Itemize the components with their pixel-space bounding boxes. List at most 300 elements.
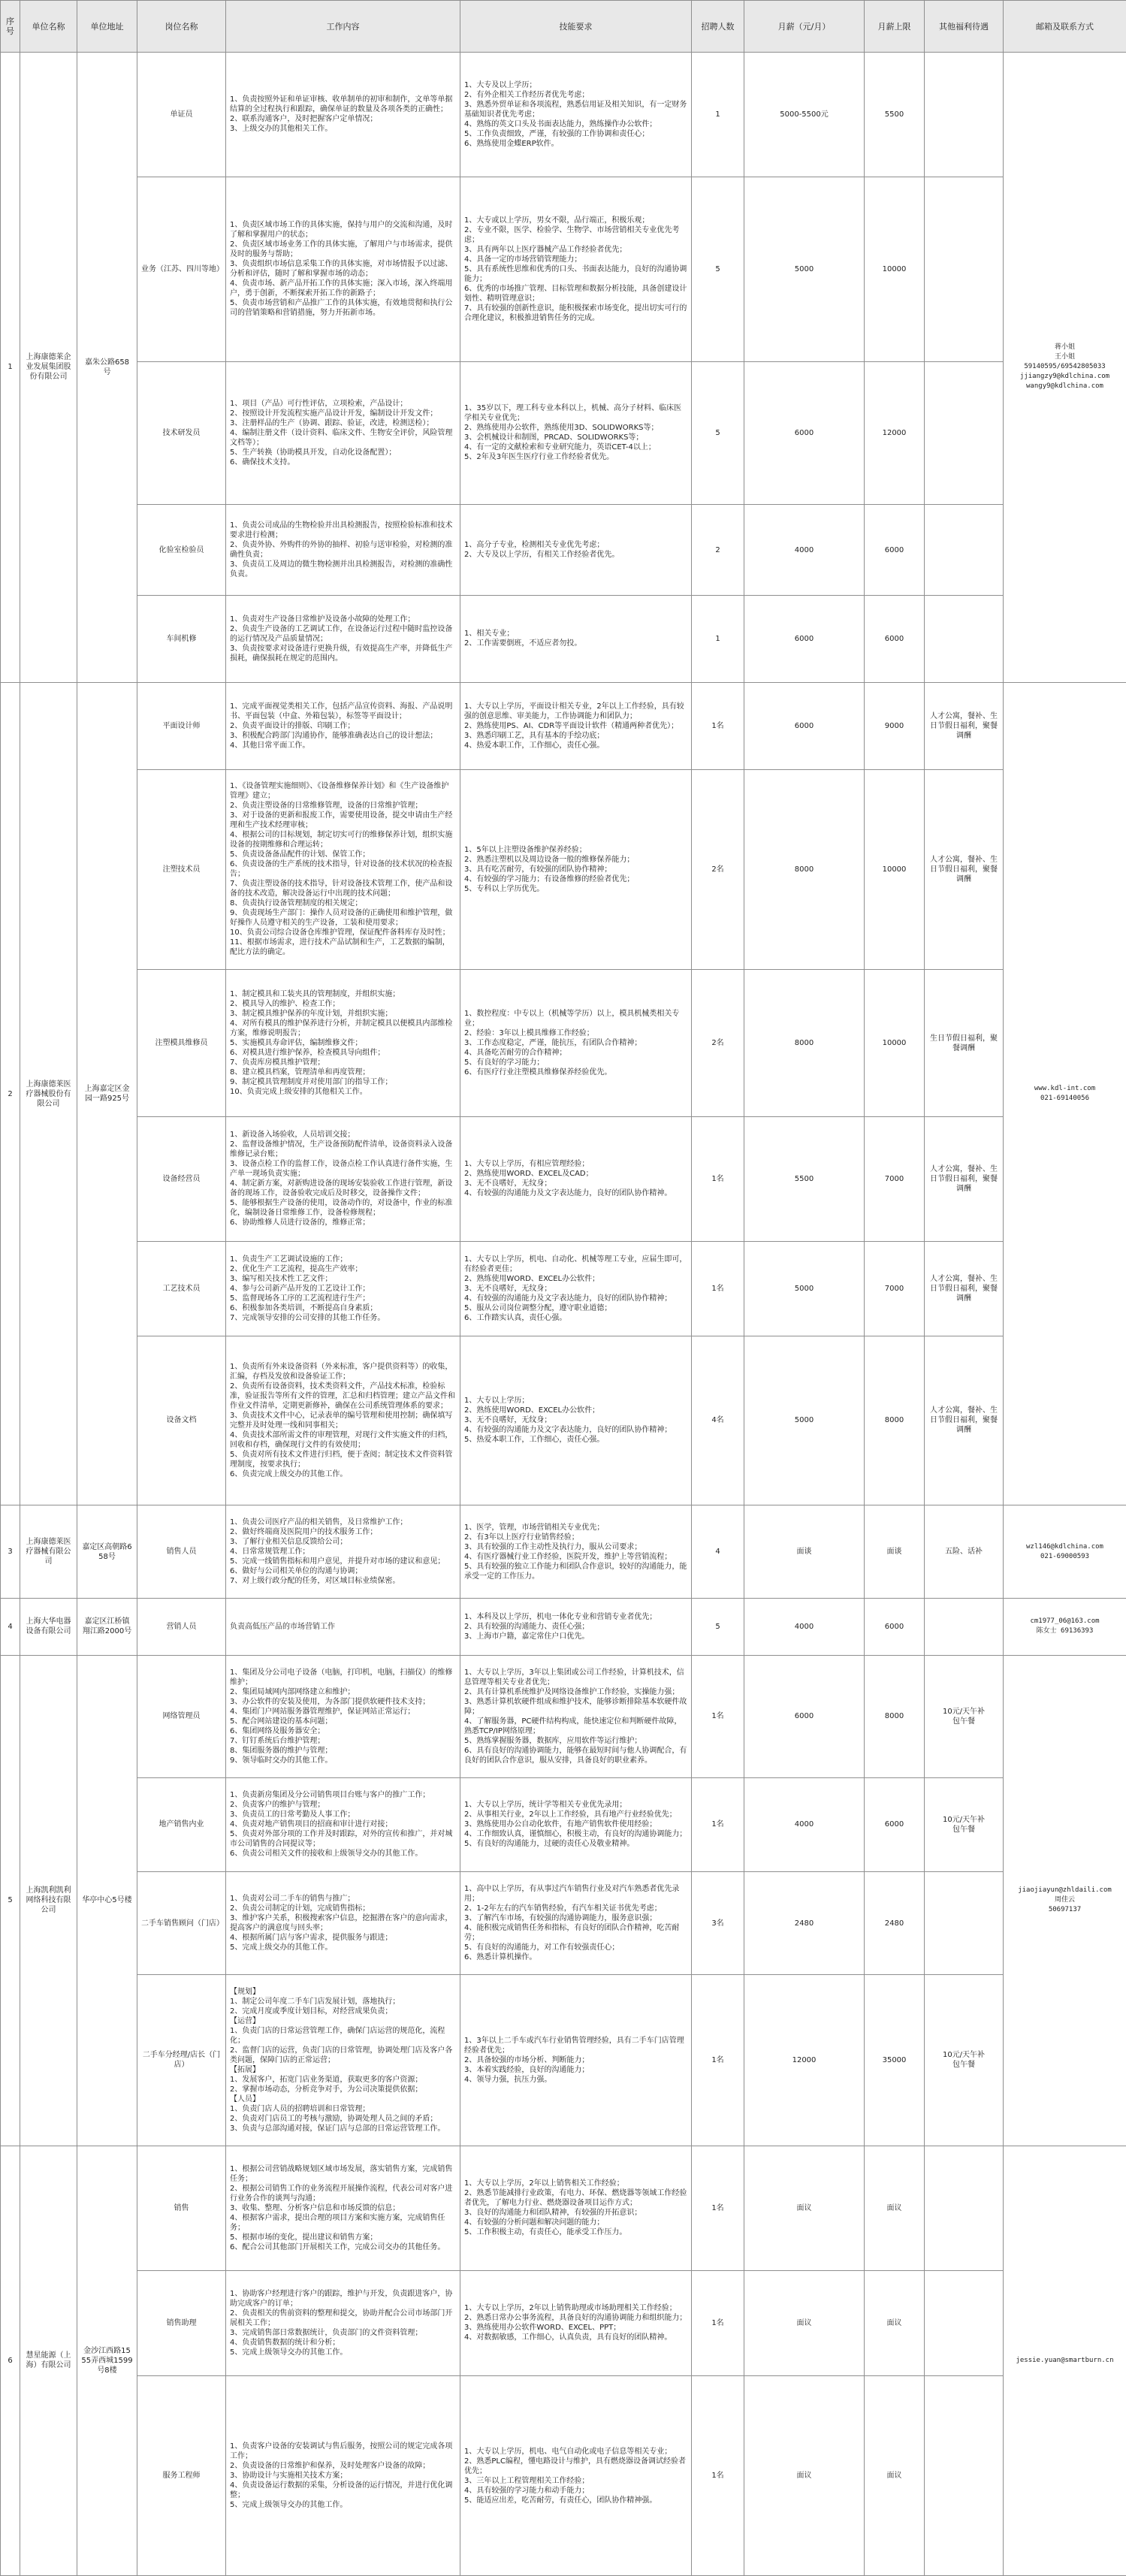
job-salary: 5500 — [744, 1117, 865, 1242]
job-salary: 8000 — [744, 970, 865, 1117]
job-title: 化验室检验员 — [137, 505, 226, 596]
job-skills-line: 1、本科及以上学历，机电一体化专业和营销专业者优先； — [464, 1612, 657, 1621]
job-title: 营销人员 — [137, 1599, 226, 1656]
job-skills-line: 4、工作细致认真，谨慎细心，积极主动，有良好的沟通协调能力； — [464, 1830, 687, 1839]
job-count: 1 — [692, 596, 744, 683]
job-salary: 面议 — [744, 2146, 865, 2270]
table-row — [1, 1975, 1126, 2146]
company-number: 4 — [1, 1599, 20, 1656]
job-duties-line: 2、负责注塑设备的日常维修管理，设备的日常维护管理； — [230, 802, 423, 811]
job-salary-max: 面谈 — [865, 1505, 925, 1599]
job-skills-line: 2、熟悉日常办公事务流程，具备良好的沟通协调能力和组织能力； — [464, 2314, 687, 2323]
job-count: 1名 — [692, 1241, 744, 1336]
job-duties-line: 3、上级交办的其他相关工作。 — [230, 125, 333, 134]
job-title: 销售人员 — [137, 1505, 226, 1599]
job-benefits — [925, 2146, 1004, 2270]
job-duties-line: 2、负责相关的售前资料的整理和提交，协助并配合公司市场部门开展相关工作； — [230, 2309, 453, 2327]
job-duties-line: 5、生产转换（协助模具开发，自动化设备配置）； — [230, 448, 397, 457]
job-duties-line: 1、根据公司营销战略规划区域市场发展，落实销售方案，完成销售任务； — [230, 2164, 453, 2183]
job-duties — [226, 1505, 460, 1599]
job-salary: 5000 — [744, 1336, 865, 1505]
job-duties-line: 1、负责按照外证和单证审核、收单制单的初审和制作，文单等单据结算的全过程执行和跟踪，确保单证的数量及各项各类的正确性； — [230, 95, 453, 114]
job-duties — [226, 1777, 460, 1872]
header-cell: 单位名称 — [20, 1, 77, 53]
job-duties-line: 7、负责注塑设备的技术指导，针对设备技术管理工作，使产品和设备的技术改造，解决设备运行中出现的技术问题； — [230, 880, 453, 898]
job-skills-line: 2、经验：3年以上模具维修工作经验； — [464, 1029, 594, 1038]
job-skills-line: 1、大专及以上学历； — [464, 80, 537, 89]
job-count: 2名 — [692, 769, 744, 970]
job-duties-line: 3、对于设备的更新和报废工作，需要使用设备，提交申请由生产经理和生产技术经理审核； — [230, 811, 453, 830]
job-skills-line: 1、大专以上学历，平面设计相关专业，2年以上工作经验，具有较强的创意思维、审美能力，工作协调能力和团队力； — [464, 702, 684, 720]
job-duties-line: 8、建立模具档案，管理清单和再度管理； — [230, 1068, 370, 1077]
company-address: 嘉定区高朝路658号 — [77, 1505, 137, 1599]
job-skills-line: 3、本着实践经验，良好的沟通能力； — [464, 2065, 590, 2074]
job-skills-line: 4、了解服务器，PC硬件结构构成，能快速定位和判断硬件故障，熟悉TCP/IP网络原理； — [464, 1717, 682, 1735]
job-skills-line: 5、专科以上学历优先。 — [464, 884, 545, 893]
job-skills-line: 3、三年以上工程管理相关工作经验； — [464, 2476, 590, 2485]
job-duties-line: 5、监督现场各工序的工艺流程进行生产； — [230, 1294, 370, 1303]
job-skills-line: 4、具备一定的市场营销管理能力； — [464, 255, 582, 264]
job-duties-line: 5、完成上级交办的其他工作。 — [230, 1943, 333, 1952]
job-salary: 5000-5500元 — [744, 53, 865, 177]
job-duties-line: 【人员】 — [230, 2094, 260, 2103]
job-duties-line: 1、项目（产品）可行性评估，立项检索，产品设计； — [230, 399, 408, 408]
header-cell: 邮箱及联系方式 — [1004, 1, 1126, 53]
job-count: 1名 — [692, 2376, 744, 2576]
job-count: 4 — [692, 1505, 744, 1599]
job-count: 1名 — [692, 2270, 744, 2376]
job-duties-line: 1、负责对公司二手车的销售与推广； — [230, 1895, 355, 1904]
table-row — [1, 2376, 1126, 2576]
job-skills-line: 4、熟练的英文口头及书面表达能力，熟练操作办公软件； — [464, 119, 657, 128]
job-duties-line: 8、负责执行设备管理制度的相关规定； — [230, 899, 363, 908]
job-duties-line: 8、集团服务器的维护与管理； — [230, 1746, 333, 1755]
job-duties-line: 1、发展客户，拓宽门店业务渠道，获取更多的客户资源； — [230, 2075, 423, 2084]
job-skills-line: 2、熟悉PLC编程，懂电路设计与维护，具有燃烧器设备调试经验者优先； — [464, 2457, 686, 2475]
job-benefits — [925, 1872, 1004, 1975]
job-benefits — [925, 177, 1004, 361]
job-skills-line: 2、熟练使用WORD、EXCEL办公软件； — [464, 1406, 600, 1415]
job-skills-line: 2、具有较强的沟通能力、责任心强； — [464, 1622, 590, 1631]
job-skills-line: 1、数控程度：中专以上（机械等学历）以上，模具机械类相关专业； — [464, 1010, 680, 1028]
job-duties-line: 6、确保技术支持。 — [230, 458, 295, 467]
job-skills-line: 1、3年以上二手车或汽车行业销售管理经验，具有二手车门店管理经验者优先； — [464, 2036, 684, 2055]
job-salary-max: 6000 — [865, 596, 925, 683]
job-skills — [460, 2376, 692, 2576]
table-row — [1, 1599, 1126, 1656]
job-skills — [460, 505, 692, 596]
job-skills-line: 4、能积极完成销售任务和指标，有良好的团队合作精神，吃苦耐劳； — [464, 1924, 680, 1943]
job-duties-line: 1、新设备入场验收，人员培训交接； — [230, 1131, 355, 1140]
job-duties-line: 2、监督门店的运营，负责门店的日常管理，协调处理门店及客户各类问题，保障门店的正常运营； — [230, 2046, 453, 2064]
job-duties-line: 2、优化生产工艺流程，提高生产效率； — [230, 1264, 363, 1273]
job-duties — [226, 2146, 460, 2270]
job-duties-line: 1、制定模具和工装夹具的管理制度，并组织实施； — [230, 990, 400, 999]
job-skills-line: 1、大专以上学历，机电、自动化、机械等理工专业，应届生即可，有经验者更佳； — [464, 1255, 687, 1273]
job-salary-max: 10000 — [865, 769, 925, 970]
job-duties — [226, 2376, 460, 2576]
job-skills-line: 2、工作需要倒班，不适应者勿投。 — [464, 639, 582, 648]
job-title: 单证员 — [137, 53, 226, 177]
job-benefits — [925, 361, 1004, 505]
job-salary: 面谈 — [744, 1505, 865, 1599]
table-row — [1, 970, 1126, 1117]
company-name: 上海康德莱医疗器械股份有限公司 — [20, 682, 77, 1505]
job-skills-line: 1、相关专业； — [464, 630, 515, 639]
job-skills-line: 4、有较强的学习能力；有设备维修的经验者优先； — [464, 874, 635, 883]
job-duties-line: 1、制定公司年度二手车门店发展计划，落地执行； — [230, 1997, 400, 2006]
company-name: 上海康德莱企业发展集团股份有限公司 — [20, 53, 77, 683]
job-duties-line: 2、负责外协、外购件的外协的抽样、初验与送审检验，对检测的准确性负责； — [230, 541, 453, 560]
company-number: 3 — [1, 1505, 20, 1599]
job-skills-line: 4、有较强的分析问题和解决问题的能力； — [464, 2218, 605, 2227]
job-title: 设备文档 — [137, 1336, 226, 1505]
table-row — [1, 1505, 1126, 1599]
job-skills-line: 1、医学，管理，市场营销相关专业优先； — [464, 1523, 605, 1532]
job-duties-line: 2、负责对门店员工的考核与激励，协调处理人员之间的矛盾； — [230, 2114, 438, 2123]
job-duties — [226, 53, 460, 177]
job-skills-line: 1、大专以上学历，统计学等相关专业优先录用； — [464, 1801, 627, 1810]
job-duties-line: 5、完成一线销售指标和用户意见，并提升对市场的建议和意见； — [230, 1557, 445, 1566]
job-duties-line: 9、制定模具管理制度并对使用部门的指导工作； — [230, 1078, 393, 1087]
job-duties-line: 3、负责按要求对设备进行更换升级，有效提高生产率，并降低生产损耗，确保损耗在规定的范围内。 — [230, 644, 453, 663]
table-row — [1, 596, 1126, 683]
company-address: 嘉定区江桥镇翔江路2000号 — [77, 1599, 137, 1656]
job-skills-line: 1、大专以上学历； — [464, 1397, 530, 1406]
job-duties-line: 2、按照设计开发流程实施产品设计开发，编制设计开发文件； — [230, 409, 438, 418]
job-skills-line: 6、熟悉计算机操作。 — [464, 1953, 537, 1962]
job-skills-line: 6、熟练使用金蝶ERP软件。 — [464, 139, 559, 148]
company-name: 上海大华电器设备有限公司 — [20, 1599, 77, 1656]
job-skills-line: 5、能适应出差，吃苦耐劳，有责任心，团队协作精神强。 — [464, 2496, 657, 2505]
header-cell: 岗位名称 — [137, 1, 226, 53]
company-contact: jiaojiayun@zhldaili.com 周佳云 50697137 — [1004, 1655, 1126, 2146]
job-salary: 4000 — [744, 505, 865, 596]
job-skills-line: 2、具备较强的市场分析、判断能力； — [464, 2055, 590, 2064]
job-salary-max: 8000 — [865, 1655, 925, 1777]
job-duties-line: 2、负责平面设计的排版、印刷工作； — [230, 721, 355, 730]
job-duties-line: 3、负责技术文件中心，记录表单的编号管理和使用控制；确保填写完整并及时处理一线和同事相关； — [230, 1411, 453, 1430]
job-duties-line: 5、能够根据生产设备的使用，设备动作的，对设备中，作业的标准化，编制设备日常维修工作，设备检修规程； — [230, 1199, 453, 1218]
company-address: 金沙江西路1555弄西城1599号8楼 — [77, 2146, 137, 2575]
job-benefits: 10元/天午补 包午餐 — [925, 1975, 1004, 2146]
job-skills-line: 4、有较强的沟通能力及文字表达能力，良好的团队协作精神。 — [464, 1189, 672, 1198]
job-duties-line: 2、集团局域网内部网络建立和维护； — [230, 1687, 355, 1696]
job-salary: 面议 — [744, 2270, 865, 2376]
job-duties-line: 3、办公软件的安装及使用，为各部门提供软硬件技术支持； — [230, 1697, 430, 1706]
job-duties-line: 4、负责技术部所需文件的审理管理，对现行文件实施文件的归档，回收和存档，确保现行文件的有效使用； — [230, 1430, 453, 1449]
job-duties-line: 1、负责门店的日常运营管理工作，确保门店运营的规范化，流程化； — [230, 2026, 445, 2045]
job-duties-line: 2、完成月度或季度计划目标，对经营成果负责； — [230, 2007, 393, 2016]
job-benefits — [925, 2376, 1004, 2576]
job-skills-line: 6、有医疗行业注塑模具维修保养经验优先。 — [464, 1068, 612, 1077]
header-cell: 单位地址 — [77, 1, 137, 53]
job-duties-line: 10、负责公司综合设备仓库维护管理，保证配件备料库存及时性； — [230, 929, 450, 938]
job-salary: 12000 — [744, 1975, 865, 2146]
job-duties — [226, 682, 460, 769]
job-duties-line: 3、编写相关技术性工艺文件； — [230, 1274, 333, 1283]
job-skills-line: 7、具有较强的创新性意识，能积极探索市场变化，提出切实可行的合理化建议，积极推进销售任务的完成。 — [464, 304, 687, 322]
job-duties-line: 7、完成领导安排的公司安排的其他工作任务。 — [230, 1313, 385, 1322]
job-benefits: 10元/天午补 包午餐 — [925, 1655, 1004, 1777]
job-skills-line: 5、2年及3年医生医疗行业工作经验者优先。 — [464, 453, 614, 462]
job-duties-line: 4、负责对地产销售项目的招商和审计进行对接； — [230, 1820, 393, 1829]
job-count: 1名 — [692, 682, 744, 769]
job-duties-line: 2、根据公司销售工作的业务流程开展操作流程，代表公司对客户进行业务合作的谈判与沟通； — [230, 2184, 453, 2203]
job-title: 技术研发员 — [137, 361, 226, 505]
company-contact: 蒋小姐 王小姐 59140595/69542805033 jjiangzy9@kdlchina.com wangy9@kdlchina.com — [1004, 53, 1126, 683]
table-row — [1, 2146, 1126, 2270]
job-skills — [460, 2270, 692, 2376]
job-skills-line: 3、熟练使用办公自动化软件，有地产销售软件使用经验； — [464, 1820, 657, 1829]
job-duties-line: 4、编制注册文件（设计资料、临床文件、生物安全评价，风险管理文档等）； — [230, 428, 453, 447]
job-duties-line: 4、集团门户网站服务器管理维护，保证网站正常运行； — [230, 1707, 415, 1716]
job-benefits: 人才公寓，餐补、生日节假日福利，聚餐调酬 — [925, 769, 1004, 970]
job-duties-line: 4、负责销售数据的统计和分析； — [230, 2338, 340, 2347]
job-title: 二手车销售顾问（门店） — [137, 1872, 226, 1975]
job-skills-line: 2、熟练使用PS、AI、CDR等平面设计软件（精通两种者优先）； — [464, 721, 679, 730]
job-skills-line: 3、上海市户籍，嘉定常住户口优先。 — [464, 1632, 590, 1641]
job-salary: 面议 — [744, 2376, 865, 2576]
job-skills-line: 3、无不良嗜好，无纹身； — [464, 1179, 552, 1188]
job-duties-line: 2、负责客户的维护与管理； — [230, 1801, 325, 1810]
job-skills-line: 4、有较强的沟通能力及文字表达能力，良好的团队协作精神； — [464, 1426, 672, 1435]
job-skills-line: 5、服从公司岗位调整分配，遵守职业道德； — [464, 1303, 612, 1312]
job-skills-line: 3、熟悉计算机软硬件组成和维护技术，能够诊断排除基本软硬件故障； — [464, 1697, 687, 1716]
job-duties-line: 1、负责新房集团及分公司销售项目台账与客户的推广工作； — [230, 1791, 430, 1800]
job-skills-line: 3、熟悉印刷工艺，具有基本的手绘功底； — [464, 731, 605, 740]
job-count: 5 — [692, 177, 744, 361]
job-benefits — [925, 1599, 1004, 1656]
header-cell: 其他福利待遇 — [925, 1, 1004, 53]
job-duties-line: 4、根据所属门店与客户需求，提供服务与跟进； — [230, 1934, 393, 1943]
job-skills-line: 1、35岁以下，理工科专业本科以上，机械、高分子材料、临床医学相关专业优先； — [464, 404, 682, 423]
header-cell: 序号 — [1, 1, 20, 53]
job-duties — [226, 1241, 460, 1336]
job-skills-line: 2、专业不限，医学、检验学、生物学、市场营销相关专业优先考虑； — [464, 225, 680, 244]
job-title: 注塑技术员 — [137, 769, 226, 970]
job-skills-line: 3、工作态度稳定，严谨，能抗压，有团队合作精神； — [464, 1039, 642, 1048]
job-duties-line: 7、钉钉系统后台维护管理； — [230, 1736, 325, 1745]
job-salary-max: 12000 — [865, 361, 925, 505]
job-skills — [460, 1872, 692, 1975]
job-title: 网络管理员 — [137, 1655, 226, 1777]
job-title: 注塑模具维修员 — [137, 970, 226, 1117]
header-row — [1, 1, 1126, 53]
job-salary-max: 7000 — [865, 1241, 925, 1336]
job-skills-line: 6、优秀的市场推广管理、目标管理和数据分析技能，具备创建设计划性、精明管理意识； — [464, 284, 687, 303]
job-benefits: 人才公寓，餐补、生日节假日福利，聚餐调酬 — [925, 682, 1004, 769]
job-skills-line: 1、大专以上学历，机电、电气自动化或电子信息等相关专业； — [464, 2447, 672, 2456]
job-duties-line: 5、完成上级领导交办的其他工作。 — [230, 2348, 348, 2357]
job-skills-line: 5、有良好的沟通能力，对工作有较强责任心； — [464, 1943, 620, 1952]
job-skills-line: 3、会机械设计和制图，PRCAD、SOLIDWORKS等； — [464, 433, 644, 442]
job-skills-line: 1、大专以上学历，2年以上销售助理或市场助理相关工作经验； — [464, 2304, 677, 2313]
table-row — [1, 1241, 1126, 1336]
job-salary-max: 5500 — [865, 53, 925, 177]
job-duties — [226, 1975, 460, 2146]
header-cell: 工作内容 — [226, 1, 460, 53]
table-row — [1, 1872, 1126, 1975]
job-skills-line: 3、具有吃苦耐劳，有较强的团队协作精神； — [464, 865, 612, 874]
job-skills-line: 1、大专或以上学历，男女不限，品行端正，积极乐观； — [464, 216, 650, 225]
job-duties-line: 5、配合网站建设的基本问题； — [230, 1717, 333, 1726]
job-count: 5 — [692, 1599, 744, 1656]
job-duties-line: 1、负责门店人员的招聘培训和日常管理； — [230, 2104, 370, 2113]
job-skills-line: 3、熟练使用办公软件WORD、EXCEL、PPT； — [464, 2324, 621, 2333]
job-duties — [226, 177, 460, 361]
job-skills-line: 1、高中以上学历，有从事过汽车销售行业及对汽车熟悉者优先录用； — [464, 1885, 680, 1904]
job-benefits: 人才公寓，餐补、生日节假日福利，聚餐调酬 — [925, 1241, 1004, 1336]
job-benefits — [925, 505, 1004, 596]
job-salary-max: 7000 — [865, 1117, 925, 1242]
job-duties-line: 2、模具导入的维护、检查工作； — [230, 1000, 340, 1009]
job-title: 设备经营员 — [137, 1117, 226, 1242]
job-duties-line: 1、集团及分公司电子设备（电脑，打印机，电脑，扫描仪）的维修维护； — [230, 1668, 453, 1687]
job-duties-line: 5、完成上级领导交办的其他工作。 — [230, 2501, 348, 2510]
job-duties-line: 【拓展】 — [230, 2065, 260, 2074]
job-skills-line: 4、热爱本职工作，工作细心，责任心强。 — [464, 741, 605, 750]
job-duties-line: 3、维护客户关系，积极搜索客户信息，挖掘潜在客户的意向需求，提高客户的满意度与回头率； — [230, 1914, 453, 1933]
job-salary-max: 2480 — [865, 1872, 925, 1975]
job-salary: 4000 — [744, 1599, 865, 1656]
table-row — [1, 769, 1126, 970]
company-contact: wzl146@kdlchina.com 021-69000593 — [1004, 1505, 1126, 1599]
table-row — [1, 505, 1126, 596]
table-row — [1, 1777, 1126, 1872]
job-title: 平面设计师 — [137, 682, 226, 769]
job-duties-line: 4、对所有模具的维护保养进行分析，并制定模具以便模具内部维检方案，维修说明报告； — [230, 1019, 453, 1038]
job-salary: 5000 — [744, 177, 865, 361]
job-duties-line: 6、协助维修人员进行设备的，维修正常； — [230, 1219, 370, 1228]
job-skills-line: 2、熟悉注塑机以及周边设备一般的维修保养能力； — [464, 855, 635, 864]
company-contact: cm1977_06@163.com 陈女士 69136393 — [1004, 1599, 1126, 1656]
company-contact: www.kdl-int.com 021-69140056 — [1004, 682, 1126, 1505]
job-skills-line: 6、具有良好的沟通协调能力，能够在最短时间与他人协调配合，有良好的团队合作意识，服从安排，具备良好的职业素养。 — [464, 1746, 687, 1765]
job-salary-max: 6000 — [865, 1599, 925, 1656]
job-skills-line: 2、具有计算机系统维护及网络设备维护工作经验，实操能力强； — [464, 1687, 680, 1696]
job-salary-max: 8000 — [865, 1336, 925, 1505]
job-duties-line: 6、负责公司相关文件的接收和上级领导交办的其他工作。 — [230, 1850, 423, 1859]
job-salary: 5000 — [744, 1241, 865, 1336]
job-skills-line: 1、大专以上学历，有相应管理经验； — [464, 1160, 590, 1169]
job-salary: 8000 — [744, 769, 865, 970]
job-skills-line: 4、具有较强的学习能力和动手能力； — [464, 2486, 590, 2495]
job-salary-max: 6000 — [865, 505, 925, 596]
job-duties-line: 5、实施模具寿命评估，编制维修文件； — [230, 1039, 363, 1048]
job-skills-line: 5、熟练掌握服务器，数据库，应用软件等运行维护； — [464, 1736, 642, 1745]
job-salary-max: 面议 — [865, 2146, 925, 2270]
job-skills-line: 1、5年以上注塑设备维护保养经验； — [464, 845, 587, 854]
job-title: 地产销售内业 — [137, 1777, 226, 1872]
job-count: 2 — [692, 505, 744, 596]
job-duties-line: 3、负责员工的日常考勤及人事工作； — [230, 1810, 355, 1820]
job-skills — [460, 682, 692, 769]
job-duties-line: 2、负责公司制定的计划，完成销售指标； — [230, 1904, 370, 1913]
company-number: 2 — [1, 682, 20, 1505]
job-duties-line: 负责高低压产品的市场营销工作 — [230, 1622, 335, 1631]
job-duties-line: 3、设备点检工作的监督工作，设备点检工作认真进行备件实施，生产单一现场负责实施； — [230, 1160, 453, 1179]
job-benefits — [925, 2270, 1004, 2376]
job-duties-line: 3、完成销售部日常数据统计，负责部门的文件资料管理； — [230, 2328, 423, 2337]
job-duties — [226, 1599, 460, 1656]
job-count: 1名 — [692, 1975, 744, 2146]
job-skills-line: 3、熟悉外贸单证和各项流程，熟悉信用证及相关知识，有一定财务基础知识者优先考虑； — [464, 100, 687, 119]
job-duties-line: 2、联系沟通客户，及时把握客户定单情况； — [230, 115, 378, 124]
job-duties-line: 9、领导临时交办的其他工作。 — [230, 1756, 333, 1765]
job-count: 1 — [692, 53, 744, 177]
job-skills — [460, 769, 692, 970]
job-duties-line: 2、负责生产设备的工艺调试工作，在设备运行过程中随时监控设备的运行情况及产品质量情况； — [230, 624, 453, 643]
job-salary: 6000 — [744, 682, 865, 769]
table-row — [1, 177, 1126, 361]
job-duties-line: 6、配合公司其他部门开展相关工作，完成公司交办的其他任务。 — [230, 2242, 445, 2251]
job-skills-line: 1、高分子专业，检测相关专业优先考虑； — [464, 541, 605, 550]
job-skills-line: 5、工作积极主动，有责任心，能承受工作压力。 — [464, 2228, 627, 2237]
job-count: 2名 — [692, 970, 744, 1117]
job-duties-line: 3、制定模具维护保养的年度计划，并组织实施； — [230, 1010, 393, 1019]
job-skills — [460, 970, 692, 1117]
job-duties-line: 10、负责完成上级安排的其他相关工作。 — [230, 1088, 367, 1097]
job-skills — [460, 1599, 692, 1656]
job-duties-line: 5、负责市场营销和产品推广工作的具体实施，有效地贯彻和执行公司的营销策略和营销措施，努力开拓新市场。 — [230, 299, 453, 318]
job-duties-line: 11、根据市场需求，进行技术产品试制和生产，工艺数据的编制，配比方法的确定。 — [230, 938, 450, 957]
job-salary-max: 35000 — [865, 1975, 925, 2146]
job-skills-line: 4、有一定的文献检索和专业研究能力，英语CET-4以上； — [464, 443, 656, 452]
job-benefits: 10元/天午补 包午餐 — [925, 1777, 1004, 1872]
table-row — [1, 682, 1126, 769]
table-row — [1, 1336, 1126, 1505]
job-skills-line: 5、热爱本职工作，工作细心，责任心强。 — [464, 1436, 605, 1445]
company-address: 嘉朱公路658号 — [77, 53, 137, 683]
job-duties-line: 6、负责完成上级交办的其他工作。 — [230, 1469, 348, 1478]
job-skills-line: 5、工作负责细致，严谨，有较强的工作协调和责任心； — [464, 129, 650, 138]
job-salary: 6000 — [744, 1655, 865, 1777]
job-skills — [460, 177, 692, 361]
company-address: 上海嘉定区金园一路925号 — [77, 682, 137, 1505]
job-duties-line: 5、根据市场的变化，提出建议和销售方案； — [230, 2233, 378, 2242]
job-duties-line: 1、负责对生产设备日常维护及设备小故障的处理工作； — [230, 615, 415, 624]
job-skills-line: 3、无不良嗜好，无纹身； — [464, 1284, 552, 1293]
job-skills — [460, 1336, 692, 1505]
company-name: 上海康德莱医疗器械有限公司 — [20, 1505, 77, 1599]
job-duties-line: 【运营】 — [230, 2016, 260, 2025]
table-row — [1, 53, 1126, 177]
job-count: 1名 — [692, 2146, 744, 2270]
job-salary: 2480 — [744, 1872, 865, 1975]
job-count: 1名 — [692, 1777, 744, 1872]
job-duties-line: 3、负责与总部沟通对接，保证门店与总部的日常运营管理工作。 — [230, 2124, 445, 2133]
company-number: 5 — [1, 1655, 20, 2146]
job-skills-line: 2、从事相关行业，2年以上工作经验，具有地产行业经验优先； — [464, 1810, 677, 1820]
job-duties-line: 2、监督设备维护情况，生产设备预防配件清单，设备资料录入设备维修记录台账； — [230, 1140, 453, 1159]
job-duties-line: 5、负责对外部分项的工作并及时跟踪，对外的宣传和推广，并对城市公司销售的合同提议等； — [230, 1830, 453, 1849]
job-duties-line: 3、协助设计与实施相关技术方案； — [230, 2472, 348, 2481]
job-skills-line: 2、大专及以上学历，有相关工作经验者优先。 — [464, 551, 620, 560]
job-duties-line: 1、负责生产工艺调试设施的工作； — [230, 1255, 348, 1264]
job-title: 业务（江苏、四川等地） — [137, 177, 226, 361]
job-skills-line: 3、良好的沟通能力和团队精神，有较强的开拓意识； — [464, 2209, 642, 2218]
job-skills-line: 2、熟练使用办公软件，熟练使用3D、SOLIDWORKS等； — [464, 424, 659, 433]
job-salary-max: 面议 — [865, 2270, 925, 2376]
job-title: 二手车分经理/店长（门店） — [137, 1975, 226, 2146]
job-skills-line: 1、大专以上学历，2年以上销售相关工作经验； — [464, 2179, 624, 2188]
job-skills-line: 2、有外企相关工作经历者优先考虑； — [464, 90, 590, 99]
job-skills-line: 4、对数据敏感，工作细心，认真负责，具有良好的团队精神。 — [464, 2333, 672, 2342]
job-skills — [460, 596, 692, 683]
job-duties — [226, 1655, 460, 1777]
job-duties-line: 1、完成平面视觉类相关工作，包括产品宣传资料、海报、产品说明书、平面包装（中盒、外箱包装），标签等平面设计； — [230, 702, 453, 720]
